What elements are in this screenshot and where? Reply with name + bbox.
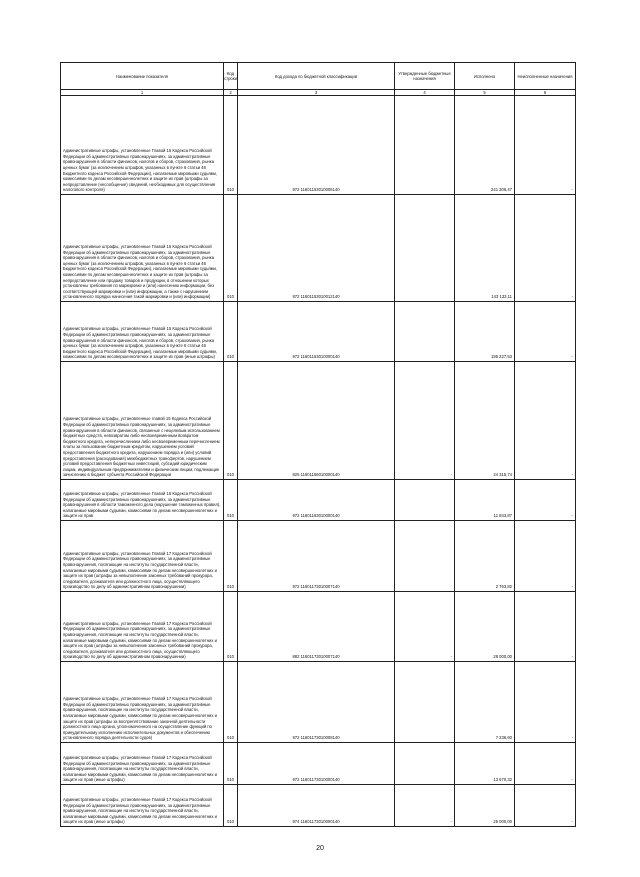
- approved-value: [395, 96, 455, 195]
- unexecuted-value: -: [515, 662, 576, 743]
- approved-value: -: [395, 362, 455, 480]
- line-code: 010: [224, 362, 238, 480]
- line-code: 010: [224, 521, 238, 592]
- budget-code: 882 11601173010007140: [238, 592, 395, 662]
- budget-code: 972 11601153010006140: [238, 96, 395, 195]
- budget-code: 972 11601163010000140: [238, 480, 395, 521]
- executed-value: 11 843,87: [455, 480, 515, 521]
- executed-value: 195 227,53: [455, 302, 515, 362]
- indicator-name: Административные штрафы, установленные Главой 17 Кодекса Российской Федерации об административных правонарушениях, за административные правонарушения, посягающие на институты государственной власти, налагаемые мировыми судьями, комиссиями по делам несовершеннолетних и защите их прав (штрафы за воспрепятствование законной деятельности должностного лица органа, уполномоченного на осуществление функций по принудительному исполнению исполнительных документов и обеспечению установленного порядка деятельности судов): [61, 662, 224, 743]
- executed-value: 28 000,00: [455, 592, 515, 662]
- budget-code: 972 11601173010008140: [238, 662, 395, 743]
- budget-execution-table: [60, 62, 576, 827]
- header-indicator-name: Наименование показателя: [61, 63, 224, 90]
- budget-code: 972 11601173010007140: [238, 521, 395, 592]
- column-number: 6: [515, 90, 576, 96]
- table-row: [61, 480, 576, 521]
- budget-code: 972 11601153010012140: [238, 195, 395, 302]
- table-row: [61, 743, 576, 785]
- executed-value: 143 133,11: [455, 195, 515, 302]
- approved-value: [395, 480, 455, 521]
- executed-value: 7 236,60: [455, 662, 515, 743]
- executed-value: 241 306,47: [455, 96, 515, 195]
- unexecuted-value: -: [515, 743, 576, 785]
- budget-code: 972 11601173010000140: [238, 743, 395, 785]
- approved-value: -: [395, 785, 455, 827]
- line-code: 010: [224, 96, 238, 195]
- indicator-name: Административные штрафы, установленные Главой 17 Кодекса Российской Федерации об административных правонарушениях, за административные правонарушения, посягающие на институты государственной власти, налагаемые мировыми судьями, комиссиями по делам несовершеннолетних и защите их прав (штрафы за невыполнение законных требований прокурора, следователя, дознавателя или должностного лица, осуществляющего производство по делу об административном правонарушении): [61, 521, 224, 592]
- indicator-name: Административные штрафы, установленные главой 15 Кодекса Российской Федерации об административных правонарушениях, за административные правонарушения в области финансов, связанные с нецелевым использованием бюджетных средств, невозвратом либо несвоевременным возвратом бюджетного кредита, неперечислением либо несвоевременным перечислением платы за пользование бюджетным кредитом, нарушением условий предоставления бюджетного кредита, нарушением порядка и (или) условий предоставления (расходования) межбюджетных трансфертов, нарушением условий предоставления бюджетных инвестиций, субсидий юридическим лицам, индивидуальным предпринимателям и физическим лицам, подлежащие зачислению в бюджет субъекта Российской Федерации: [61, 362, 224, 480]
- column-number: 4: [395, 90, 455, 96]
- line-code: 010: [224, 480, 238, 521]
- line-code: 010: [224, 785, 238, 827]
- approved-value: -: [395, 592, 455, 662]
- table-row: [61, 302, 576, 362]
- table-row: [61, 362, 576, 480]
- unexecuted-value: -: [515, 480, 576, 521]
- unexecuted-value: -: [515, 521, 576, 592]
- line-code: 010: [224, 195, 238, 302]
- indicator-name: Административные штрафы, установленные Главой 16 Кодекса Российской Федерации об административных правонарушениях, за административные правонарушения в области таможенного дела (нарушение таможенных правил), налагаемые мировыми судьями, комиссиями по делам несовершеннолетних и защите их прав: [61, 480, 224, 521]
- table-row: [61, 662, 576, 743]
- indicator-name: Административные штрафы, установленные Главой 17 Кодекса Российской Федерации об административных правонарушениях, за административные правонарушения, посягающие на институты государственной власти, налагаемые мировыми судьями, комиссиями по делам несовершеннолетних и защите их прав (иные штрафы): [61, 785, 224, 827]
- unexecuted-value: -: [515, 362, 576, 480]
- approved-value: [395, 662, 455, 743]
- indicator-name: Административные штрафы, установленные Главой 15 Кодекса Российской Федерации об административных правонарушениях, за административные правонарушения в области финансов, налогов и сборов, страхования, рынка ценных бумаг (за исключением штрафов, указанных в пункте 6 статьи 46 Бюджетного кодекса Российской Федерации), налагаемые мировыми судьями, комиссиями по делам несовершеннолетних и защите их прав (иные штрафы): [61, 302, 224, 362]
- table-row: [61, 521, 576, 592]
- approved-value: [395, 302, 455, 362]
- executed-value: 2 763,82: [455, 521, 515, 592]
- header-executed: Исполнено: [455, 63, 515, 90]
- line-code: 010: [224, 662, 238, 743]
- indicator-name: Административные штрафы, установленные Главой 17 Кодекса Российской Федерации об административных правонарушениях, за административные правонарушения, посягающие на институты государственной власти, налагаемые мировыми судьями, комиссиями по делам несовершеннолетних и защите их прав (иные штрафы): [61, 743, 224, 785]
- column-number: 3: [238, 90, 395, 96]
- column-number: 1: [61, 90, 224, 96]
- line-code: 010: [224, 302, 238, 362]
- line-code: 010: [224, 743, 238, 785]
- budget-code: 972 11601153010000140: [238, 302, 395, 362]
- table-row: [61, 785, 576, 827]
- approved-value: [395, 195, 455, 302]
- unexecuted-value: -: [515, 592, 576, 662]
- indicator-name: Административные штрафы, установленные Главой 17 Кодекса Российской Федерации об административных правонарушениях, за административные правонарушения, посягающие на институты государственной власти, налагаемые мировыми судьями, комиссиями по делам несовершеннолетних и защите их прав (штрафы за невыполнение законных требований прокурора, следователя, дознавателя или должностного лица, осуществляющего производство по делу об административном правонарушении): [61, 592, 224, 662]
- budget-code: 825 11601156010000140: [238, 362, 395, 480]
- executed-value: 24 315,74: [455, 362, 515, 480]
- column-number: 2: [224, 90, 238, 96]
- header-budget-code: Код дохода по бюджетной классификации: [238, 63, 395, 90]
- unexecuted-value: -: [515, 96, 576, 195]
- table-row: [61, 195, 576, 302]
- indicator-name: Административные штрафы, установленные Главой 15 Кодекса Российской Федерации об административных правонарушениях, за административные правонарушения в области финансов, налогов и сборов, страхования, рынка ценных бумаг (за исключением штрафов, указанных в пункте 6 статьи 46 Бюджетного кодекса Российской Федерации), налагаемые мировыми судьями, комиссиями по делам несовершеннолетних и защите их прав (штрафы за непредставление или продажу товаров и продукции, в отношении которых установлены требования по маркировке и (или) нанесению информации, без соответствующей маркировки и (или) информации, а также с нарушением установленного порядка нанесения такой маркировки и (или) информации): [61, 195, 224, 302]
- column-number: 5: [455, 90, 515, 96]
- table-header-row: [61, 63, 576, 90]
- line-code: 010: [224, 592, 238, 662]
- page-number: 20: [316, 845, 324, 852]
- indicator-name: Административные штрафы, установленные Главой 15 Кодекса Российской Федерации об административных правонарушениях, за административные правонарушения в области финансов, налогов и сборов, страхования, рынка ценных бумаг (за исключением штрафов, указанных в пункте 6 статьи 46 Бюджетного кодекса Российской Федерации), налагаемые мировыми судьями, комиссиями по делам несовершеннолетних и защите их прав (штрафы за непредставление (несообщение) сведений, необходимых для осуществления налогового контроля): [61, 96, 224, 195]
- executed-value: 25 000,00: [455, 785, 515, 827]
- unexecuted-value: -: [515, 302, 576, 362]
- header-approved: Утвержденные бюджетные назначения: [395, 63, 455, 90]
- unexecuted-value: -: [515, 195, 576, 302]
- unexecuted-value: -: [515, 785, 576, 827]
- approved-value: [395, 743, 455, 785]
- approved-value: [395, 521, 455, 592]
- executed-value: 13 670,32: [455, 743, 515, 785]
- header-unexecuted: Неисполненные назначения: [515, 63, 576, 90]
- header-line-code: Код строки: [224, 63, 238, 90]
- table-row: [61, 96, 576, 195]
- table-row: [61, 592, 576, 662]
- budget-code: 974 11601173010000140: [238, 785, 395, 827]
